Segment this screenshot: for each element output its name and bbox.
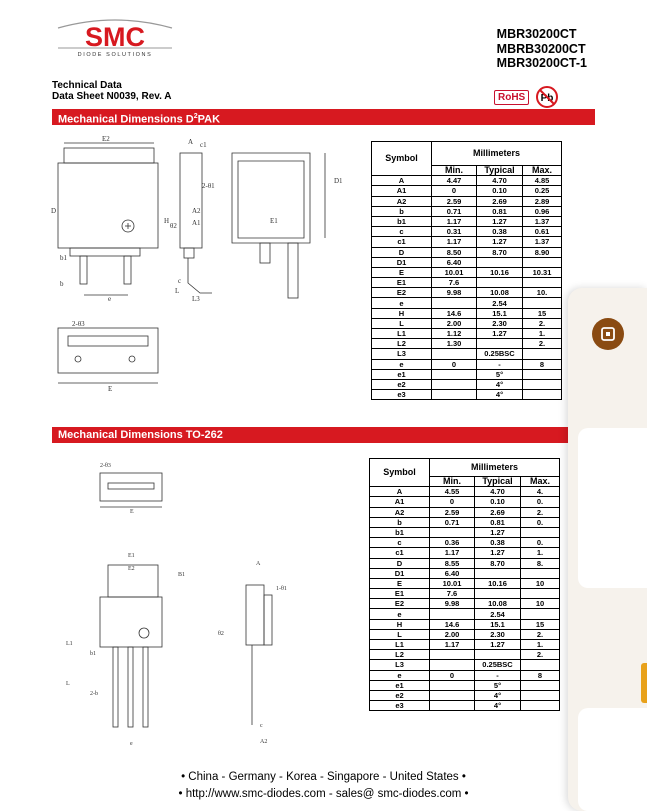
- table-cell: e: [370, 609, 430, 619]
- table-cell: A: [372, 176, 432, 186]
- table-row: [372, 390, 562, 400]
- table-row: [370, 690, 560, 700]
- table-cell: [430, 690, 475, 700]
- panel-card[interactable]: [578, 708, 647, 811]
- table-cell: e: [372, 298, 432, 308]
- table-cell: 0: [430, 670, 475, 680]
- table-cell: 2.: [521, 507, 560, 517]
- table-row: [370, 619, 560, 629]
- side-panel[interactable]: [568, 288, 647, 811]
- table-cell: 2.: [523, 318, 562, 328]
- svg-text:Pb: Pb: [540, 93, 554, 104]
- table-cell: 0.10: [475, 497, 521, 507]
- table-cell: [521, 568, 560, 578]
- header-min: Min.: [432, 166, 477, 176]
- table-cell: 0.36: [430, 538, 475, 548]
- table-cell: 0.71: [430, 517, 475, 527]
- table-row: [370, 568, 560, 578]
- table-cell: [521, 701, 560, 711]
- table-cell: E1: [370, 589, 430, 599]
- table-cell: 2.00: [432, 318, 477, 328]
- table-cell: 7.6: [430, 589, 475, 599]
- svg-text:2-b: 2-b: [90, 691, 98, 697]
- table-row: [372, 267, 562, 277]
- table-cell: [432, 298, 477, 308]
- table-cell: 15.1: [477, 308, 523, 318]
- table-cell: L: [372, 318, 432, 328]
- panel-accent-bar: [641, 663, 647, 703]
- table-cell: [523, 278, 562, 288]
- pb-free-icon: [535, 85, 559, 109]
- table-cell: c: [370, 538, 430, 548]
- table-cell: e1: [372, 369, 432, 379]
- table-row: [372, 329, 562, 339]
- table-cell: 4.55: [430, 487, 475, 497]
- table-cell: 4°: [475, 690, 521, 700]
- table-row: [370, 558, 560, 568]
- table-row: [372, 196, 562, 206]
- svg-text:D: D: [51, 207, 57, 215]
- svg-text:2-θ3: 2-θ3: [100, 463, 111, 469]
- svg-text:θ2: θ2: [218, 631, 224, 637]
- part-number: MBRB30200CT: [496, 41, 586, 56]
- svg-text:L: L: [66, 681, 70, 687]
- table-cell: [430, 609, 475, 619]
- table-cell: [521, 680, 560, 690]
- svg-text:A2: A2: [260, 739, 268, 745]
- table-cell: E1: [372, 278, 432, 288]
- table-row: [372, 257, 562, 267]
- table-cell: -: [475, 670, 521, 680]
- table-row: [370, 589, 560, 599]
- table-cell: [432, 379, 477, 389]
- table-cell: A1: [370, 497, 430, 507]
- table-row: [370, 701, 560, 711]
- compliance-badges: [494, 85, 559, 109]
- table-cell: 0.25BSC: [475, 660, 521, 670]
- table-cell: [430, 701, 475, 711]
- table-cell: -: [477, 359, 523, 369]
- table-cell: 2.59: [430, 507, 475, 517]
- table-row: [370, 609, 560, 619]
- table-cell: 2.: [521, 650, 560, 660]
- svg-text:B1: B1: [178, 572, 186, 578]
- table-row: [372, 176, 562, 186]
- table-cell: [432, 369, 477, 379]
- table-cell: A1: [372, 186, 432, 196]
- header-min: Min.: [430, 477, 475, 487]
- table-cell: 1.17: [430, 640, 475, 650]
- table-row: [370, 538, 560, 548]
- svg-text:e: e: [130, 741, 133, 747]
- table-cell: b: [370, 517, 430, 527]
- table-cell: 10.: [523, 288, 562, 298]
- table-cell: 4.85: [523, 176, 562, 186]
- table-cell: 0.38: [475, 538, 521, 548]
- table-cell: 2.69: [477, 196, 523, 206]
- d2pak-dimensions-table: [371, 141, 562, 400]
- table-row: [372, 237, 562, 247]
- table-cell: 8.90: [523, 247, 562, 257]
- svg-text:b1: b1: [90, 651, 96, 657]
- table-row: [370, 670, 560, 680]
- svg-text:E: E: [108, 385, 113, 393]
- table-cell: 10.31: [523, 267, 562, 277]
- table-cell: [430, 527, 475, 537]
- table-cell: b1: [372, 216, 432, 226]
- table-cell: 2.30: [475, 629, 521, 639]
- table-cell: L3: [370, 660, 430, 670]
- table-row: [372, 247, 562, 257]
- table-cell: 1.: [521, 548, 560, 558]
- table-cell: [523, 369, 562, 379]
- footer-locations: • China - Germany - Korea - Singapore - United States •: [181, 771, 466, 783]
- table-cell: A2: [370, 507, 430, 517]
- table-cell: 1.: [521, 640, 560, 650]
- header-typical: Typical: [477, 166, 523, 176]
- table-cell: D: [372, 247, 432, 257]
- table-cell: 4.70: [477, 176, 523, 186]
- table-row: [372, 227, 562, 237]
- table-cell: 15: [521, 619, 560, 629]
- table-cell: D1: [372, 257, 432, 267]
- table-cell: 1.27: [477, 216, 523, 226]
- table-cell: 1.37: [523, 216, 562, 226]
- to262-drawing: [60, 455, 360, 755]
- table-cell: 14.6: [432, 308, 477, 318]
- table-row: [370, 680, 560, 690]
- table-cell: 1.12: [432, 329, 477, 339]
- table-cell: 1.17: [432, 237, 477, 247]
- svg-text:c: c: [260, 723, 263, 729]
- table-cell: 1.17: [432, 216, 477, 226]
- table-cell: H: [372, 308, 432, 318]
- table-cell: [475, 650, 521, 660]
- svg-text:E1: E1: [128, 553, 135, 559]
- svg-text:E1: E1: [270, 217, 278, 225]
- table-cell: L2: [370, 650, 430, 660]
- table-cell: 6.40: [432, 257, 477, 267]
- table-row: [370, 629, 560, 639]
- table-cell: 4.70: [475, 487, 521, 497]
- table-cell: D: [370, 558, 430, 568]
- table-cell: 0.38: [477, 227, 523, 237]
- table-row: [370, 507, 560, 517]
- table-cell: 1.17: [430, 548, 475, 558]
- table-cell: [523, 390, 562, 400]
- table-cell: [477, 257, 523, 267]
- table-cell: 0: [432, 359, 477, 369]
- table-cell: 10: [521, 578, 560, 588]
- table-cell: [521, 527, 560, 537]
- table-cell: 0.81: [475, 517, 521, 527]
- table-cell: [523, 379, 562, 389]
- header-typical: Typical: [475, 477, 521, 487]
- table-cell: 2.69: [475, 507, 521, 517]
- svg-text:b: b: [60, 280, 64, 288]
- svg-text:E: E: [130, 509, 134, 515]
- table-cell: 2.59: [432, 196, 477, 206]
- panel-toggle-icon[interactable]: [592, 318, 624, 350]
- svg-text:2-θ1: 2-θ1: [202, 182, 215, 190]
- table-cell: L3: [372, 349, 432, 359]
- svg-text:L1: L1: [66, 641, 73, 647]
- table-cell: L1: [370, 640, 430, 650]
- svg-text:L3: L3: [192, 295, 200, 303]
- table-cell: E: [372, 267, 432, 277]
- table-cell: [430, 650, 475, 660]
- part-numbers: [497, 27, 587, 71]
- table-cell: 14.6: [430, 619, 475, 629]
- table-cell: 5°: [475, 680, 521, 690]
- header-unit: Millimeters: [430, 459, 560, 477]
- table-row: [372, 359, 562, 369]
- svg-text:c: c: [178, 277, 182, 285]
- table-row: [370, 527, 560, 537]
- d2pak-drawing: [50, 133, 370, 398]
- table-row: [372, 298, 562, 308]
- smc-logo: [52, 14, 178, 64]
- table-cell: 10.01: [430, 578, 475, 588]
- table-cell: 5°: [477, 369, 523, 379]
- table-cell: A2: [372, 196, 432, 206]
- table-cell: b1: [370, 527, 430, 537]
- table-cell: 1.: [523, 329, 562, 339]
- svg-text:L: L: [175, 287, 180, 295]
- table-cell: 8.70: [475, 558, 521, 568]
- table-cell: 8.: [521, 558, 560, 568]
- table-cell: [430, 660, 475, 670]
- table-cell: [521, 690, 560, 700]
- table-cell: 9.98: [430, 599, 475, 609]
- table-cell: 0.: [521, 538, 560, 548]
- table-cell: 15.1: [475, 619, 521, 629]
- table-row: [372, 318, 562, 328]
- table-cell: 0.25: [523, 186, 562, 196]
- part-number: MBR30200CT: [496, 27, 577, 41]
- svg-text:b1: b1: [60, 254, 67, 262]
- table-cell: [430, 680, 475, 690]
- table-row: [372, 308, 562, 318]
- panel-card[interactable]: [578, 428, 647, 588]
- svg-text:H: H: [164, 217, 170, 225]
- table-cell: 2.30: [477, 318, 523, 328]
- table-cell: D1: [370, 568, 430, 578]
- table-cell: b: [372, 206, 432, 216]
- table-cell: 1.27: [477, 237, 523, 247]
- header-symbol: Symbol: [370, 459, 430, 487]
- table-cell: 0.71: [432, 206, 477, 216]
- table-cell: L1: [372, 329, 432, 339]
- table-cell: 2.89: [523, 196, 562, 206]
- part-number: MBR30200CT-1: [496, 56, 587, 70]
- header-symbol: Symbol: [372, 142, 432, 176]
- table-row: [372, 288, 562, 298]
- table-row: [370, 497, 560, 507]
- table-row: [372, 278, 562, 288]
- table-cell: 8.50: [432, 247, 477, 257]
- logo-text: SMC: [85, 22, 145, 52]
- svg-text:A: A: [188, 138, 194, 146]
- rohs-badge: RoHS: [494, 90, 529, 105]
- table-cell: 2.54: [477, 298, 523, 308]
- table-cell: 2.54: [475, 609, 521, 619]
- table-cell: E2: [372, 288, 432, 298]
- table-cell: 0.31: [432, 227, 477, 237]
- svg-text:E2: E2: [102, 135, 110, 143]
- table-cell: [432, 349, 477, 359]
- table-cell: 9.98: [432, 288, 477, 298]
- table-cell: 0.25BSC: [477, 349, 523, 359]
- section-title-to262: Mechanical Dimensions TO-262: [52, 427, 595, 443]
- table-row: [372, 186, 562, 196]
- table-row: [370, 487, 560, 497]
- header-max: Max.: [521, 477, 560, 487]
- table-cell: L2: [372, 339, 432, 349]
- table-cell: 8.55: [430, 558, 475, 568]
- table-row: [370, 650, 560, 660]
- table-cell: 0.81: [477, 206, 523, 216]
- svg-text:2-θ3: 2-θ3: [72, 320, 85, 328]
- table-cell: [432, 390, 477, 400]
- table-cell: 10.01: [432, 267, 477, 277]
- table-cell: 10.08: [475, 599, 521, 609]
- table-cell: [523, 349, 562, 359]
- table-cell: [521, 589, 560, 599]
- svg-text:e: e: [108, 295, 112, 303]
- technical-data: [52, 80, 172, 102]
- table-cell: 0: [432, 186, 477, 196]
- svg-text:D1: D1: [334, 177, 343, 185]
- table-cell: 0: [430, 497, 475, 507]
- table-cell: [521, 609, 560, 619]
- table-row: [372, 339, 562, 349]
- table-cell: 4°: [477, 390, 523, 400]
- table-cell: 0.96: [523, 206, 562, 216]
- table-cell: 15: [523, 308, 562, 318]
- table-cell: 2.: [521, 629, 560, 639]
- table-cell: e3: [370, 701, 430, 711]
- table-cell: [475, 568, 521, 578]
- table-cell: 4°: [477, 379, 523, 389]
- table-cell: 4.47: [432, 176, 477, 186]
- table-cell: 0.61: [523, 227, 562, 237]
- table-cell: [477, 339, 523, 349]
- table-row: [370, 517, 560, 527]
- svg-text:A1: A1: [192, 219, 201, 227]
- table-cell: 1.37: [523, 237, 562, 247]
- table-cell: A: [370, 487, 430, 497]
- table-cell: e1: [370, 680, 430, 690]
- svg-text:1-θ1: 1-θ1: [276, 586, 287, 592]
- footer-contact[interactable]: • http://www.smc-diodes.com - sales@ smc-diodes.com •: [178, 788, 469, 800]
- table-cell: 2.00: [430, 629, 475, 639]
- svg-text:A: A: [256, 561, 261, 567]
- table-cell: c1: [370, 548, 430, 558]
- header-max: Max.: [523, 166, 562, 176]
- header-unit: Millimeters: [432, 142, 562, 166]
- table-cell: 0.: [521, 497, 560, 507]
- table-cell: e2: [370, 690, 430, 700]
- table-cell: 2.: [523, 339, 562, 349]
- table-cell: [475, 589, 521, 599]
- table-cell: 6.40: [430, 568, 475, 578]
- table-cell: [477, 278, 523, 288]
- section-title-d2pak: Mechanical Dimensions $D^2PAK$: [52, 109, 595, 125]
- table-cell: c1: [372, 237, 432, 247]
- table-cell: 8: [523, 359, 562, 369]
- table-cell: 1.27: [477, 329, 523, 339]
- table-cell: 8.70: [477, 247, 523, 257]
- table-cell: E2: [370, 599, 430, 609]
- svg-text:c1: c1: [200, 141, 207, 149]
- table-row: [370, 548, 560, 558]
- svg-text:A2: A2: [192, 207, 201, 215]
- table-cell: 10: [521, 599, 560, 609]
- table-row: [372, 369, 562, 379]
- data-sheet-number: Data Sheet N0039, Rev. A: [52, 91, 172, 102]
- table-cell: E: [370, 578, 430, 588]
- table-cell: 4.: [521, 487, 560, 497]
- table-cell: 0.: [521, 517, 560, 527]
- table-cell: 1.27: [475, 640, 521, 650]
- table-cell: 0.10: [477, 186, 523, 196]
- table-cell: 1.27: [475, 548, 521, 558]
- table-cell: 4°: [475, 701, 521, 711]
- table-row: [372, 379, 562, 389]
- table-cell: 8: [521, 670, 560, 680]
- table-cell: 10.08: [477, 288, 523, 298]
- table-row: [372, 349, 562, 359]
- table-cell: 7.6: [432, 278, 477, 288]
- table-row: [372, 206, 562, 216]
- table-cell: e: [372, 359, 432, 369]
- table-row: [370, 578, 560, 588]
- table-cell: 10.16: [477, 267, 523, 277]
- table-cell: e2: [372, 379, 432, 389]
- table-row: [372, 216, 562, 226]
- table-cell: 10.16: [475, 578, 521, 588]
- svg-text:E2: E2: [128, 566, 135, 572]
- table-cell: H: [370, 619, 430, 629]
- table-cell: c: [372, 227, 432, 237]
- table-cell: 1.27: [475, 527, 521, 537]
- table-cell: [523, 257, 562, 267]
- svg-text:θ2: θ2: [170, 222, 177, 230]
- to262-dimensions-table: [369, 458, 560, 711]
- logo-subtitle: DIODE SOLUTIONS: [77, 52, 153, 58]
- table-cell: L: [370, 629, 430, 639]
- table-cell: e: [370, 670, 430, 680]
- table-row: [370, 660, 560, 670]
- table-cell: [523, 298, 562, 308]
- table-row: [370, 640, 560, 650]
- tech-data-label: Technical Data: [52, 80, 122, 91]
- table-cell: 1.30: [432, 339, 477, 349]
- table-row: [370, 599, 560, 609]
- table-cell: e3: [372, 390, 432, 400]
- table-cell: [521, 660, 560, 670]
